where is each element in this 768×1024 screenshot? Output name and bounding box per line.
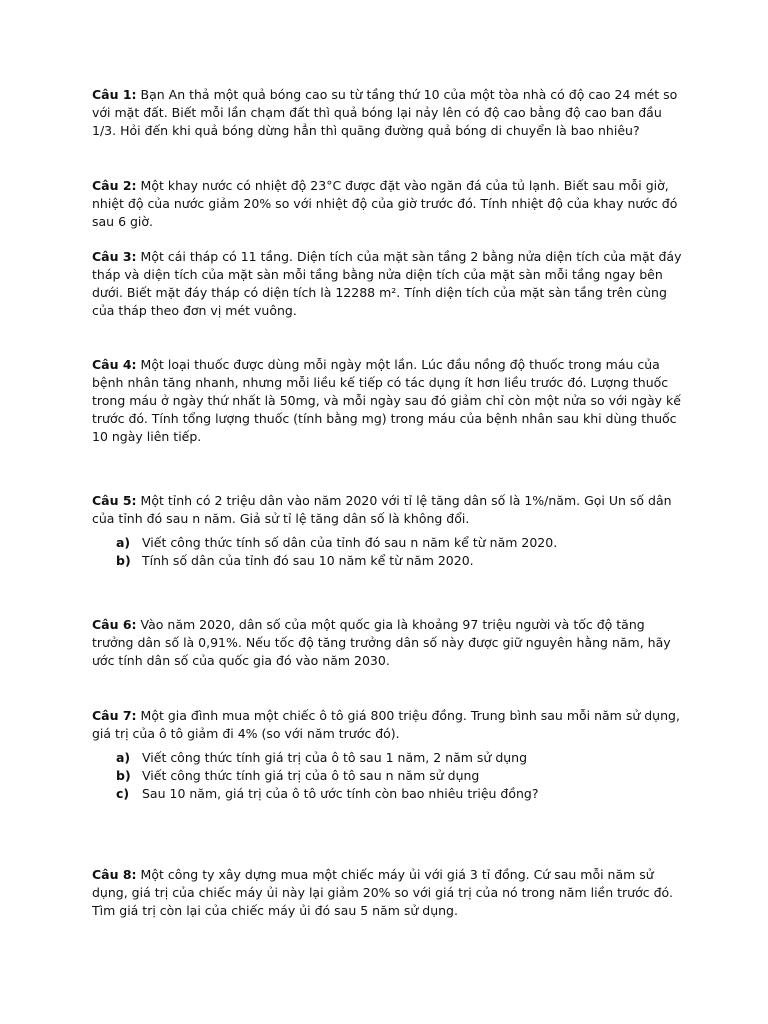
question-body: Bạn An thả một quả bóng cao su từ tầng thứ 10 của một tòa nhà có độ cao 24 mét so với mặt đất. Biết mỗi lần chạm đất thì quả bóng lại nảy lên có độ cao bằng độ cao ban đầu 1/3. Hỏi đến khi quả bóng dừng hẳn thì quãng đường quả bóng di chuyển là bao nhiêu? <box>92 87 678 138</box>
sub-question-list <box>92 749 682 803</box>
sub-question-list <box>92 534 682 570</box>
sub-question-text: Tính số dân của tỉnh đó sau 10 năm kể từ năm 2020. <box>142 553 474 568</box>
question-label: Câu 6: <box>92 617 137 632</box>
question-text <box>92 356 682 446</box>
question-body: Một gia đình mua một chiếc ô tô giá 800 triệu đồng. Trung bình sau mỗi năm sử dụng, giá trị của ô tô giảm đi 4% (so với năm trước đó). <box>92 708 680 741</box>
question-body: Một công ty xây dựng mua một chiếc máy ủi với giá 3 tỉ đồng. Cứ sau mỗi năm sử dụng, giá trị của chiếc máy ủi này lại giảm 20% so với giá trị của nó trong năm liền trước đó. Tìm giá trị còn lại của chiếc máy ủi đó sau 5 năm sử dụng. <box>92 867 673 918</box>
question-text <box>92 177 682 231</box>
question-body: Một cái tháp có 11 tầng. Diện tích của mặt sàn tầng 2 bằng nửa diện tích của mặt đáy tháp và diện tích của mặt sàn mỗi tầng bằng nửa diện tích của mặt sàn mỗi tầng ngay bên dưới. Biết mặt đáy tháp có diện tích là 12288 m². Tính diện tích của mặt sàn tầng trên cùng của tháp theo đơn vị mét vuông. <box>92 249 682 318</box>
sub-question-mark: a) <box>116 750 131 765</box>
question-body: Một loại thuốc được dùng mỗi ngày một lần. Lúc đầu nồng độ thuốc trong máu của bệnh nhân tăng nhanh, nhưng mỗi liều kế tiếp có tác dụng ít hơn liều trước đó. Lượng thuốc trong máu ở ngày thứ nhất là 50mg, và mỗi ngày sau đó giảm chỉ còn một nửa so với ngày kế trước đó. Tính tổng lượng thuốc (tính bằng mg) trong máu của bệnh nhân sau khi dùng thuốc 10 ngày liên tiếp. <box>92 357 681 444</box>
question-5 <box>92 492 682 570</box>
question-label: Câu 4: <box>92 357 137 372</box>
question-label: Câu 1: <box>92 87 137 102</box>
sub-question <box>92 534 682 552</box>
sub-question-text: Sau 10 năm, giá trị của ô tô ước tính còn bao nhiêu triệu đồng? <box>142 786 539 801</box>
sub-question-mark: b) <box>116 553 131 568</box>
sub-question <box>92 785 682 803</box>
sub-question-mark: a) <box>116 535 131 550</box>
question-label: Câu 8: <box>92 867 137 882</box>
question-2 <box>92 177 682 231</box>
question-6 <box>92 616 682 670</box>
question-3 <box>92 248 682 320</box>
question-text <box>92 707 682 743</box>
sub-question-text: Viết công thức tính giá trị của ô tô sau 1 năm, 2 năm sử dụng <box>142 750 528 765</box>
sub-question <box>92 749 682 767</box>
sub-question-text: Viết công thức tính giá trị của ô tô sau n năm sử dụng <box>142 768 480 783</box>
sub-question-text: Viết công thức tính số dân của tỉnh đó sau n năm kể từ năm 2020. <box>142 535 558 550</box>
question-text <box>92 866 682 920</box>
question-label: Câu 5: <box>92 493 137 508</box>
question-label: Câu 7: <box>92 708 137 723</box>
question-text <box>92 86 682 140</box>
question-label: Câu 2: <box>92 178 137 193</box>
question-label: Câu 3: <box>92 249 137 264</box>
sub-question <box>92 767 682 785</box>
question-7 <box>92 707 682 803</box>
question-8 <box>92 866 682 920</box>
sub-question-mark: b) <box>116 768 131 783</box>
question-text <box>92 248 682 320</box>
question-text <box>92 616 682 670</box>
sub-question <box>92 552 682 570</box>
question-body: Một tỉnh có 2 triệu dân vào năm 2020 với tỉ lệ tăng dân số là 1%/năm. Gọi Un số dân của tỉnh đó sau n năm. Giả sử tỉ lệ tăng dân số là không đổi. <box>92 493 672 526</box>
sub-question-mark: c) <box>116 786 130 801</box>
question-4 <box>92 356 682 446</box>
question-text <box>92 492 682 528</box>
question-1 <box>92 86 682 140</box>
question-body: Vào năm 2020, dân số của một quốc gia là khoảng 97 triệu người và tốc độ tăng trưởng dân số là 0,91%. Nếu tốc độ tăng trưởng dân số này được giữ nguyên hằng năm, hãy ước tính dân số của quốc gia đó vào năm 2030. <box>92 617 671 668</box>
question-body: Một khay nước có nhiệt độ 23°C được đặt vào ngăn đá của tủ lạnh. Biết sau mỗi giờ, nhiệt độ của nước giảm 20% so với nhiệt độ của giờ trước đó. Tính nhiệt độ của khay nước đó sau 6 giờ. <box>92 178 678 229</box>
